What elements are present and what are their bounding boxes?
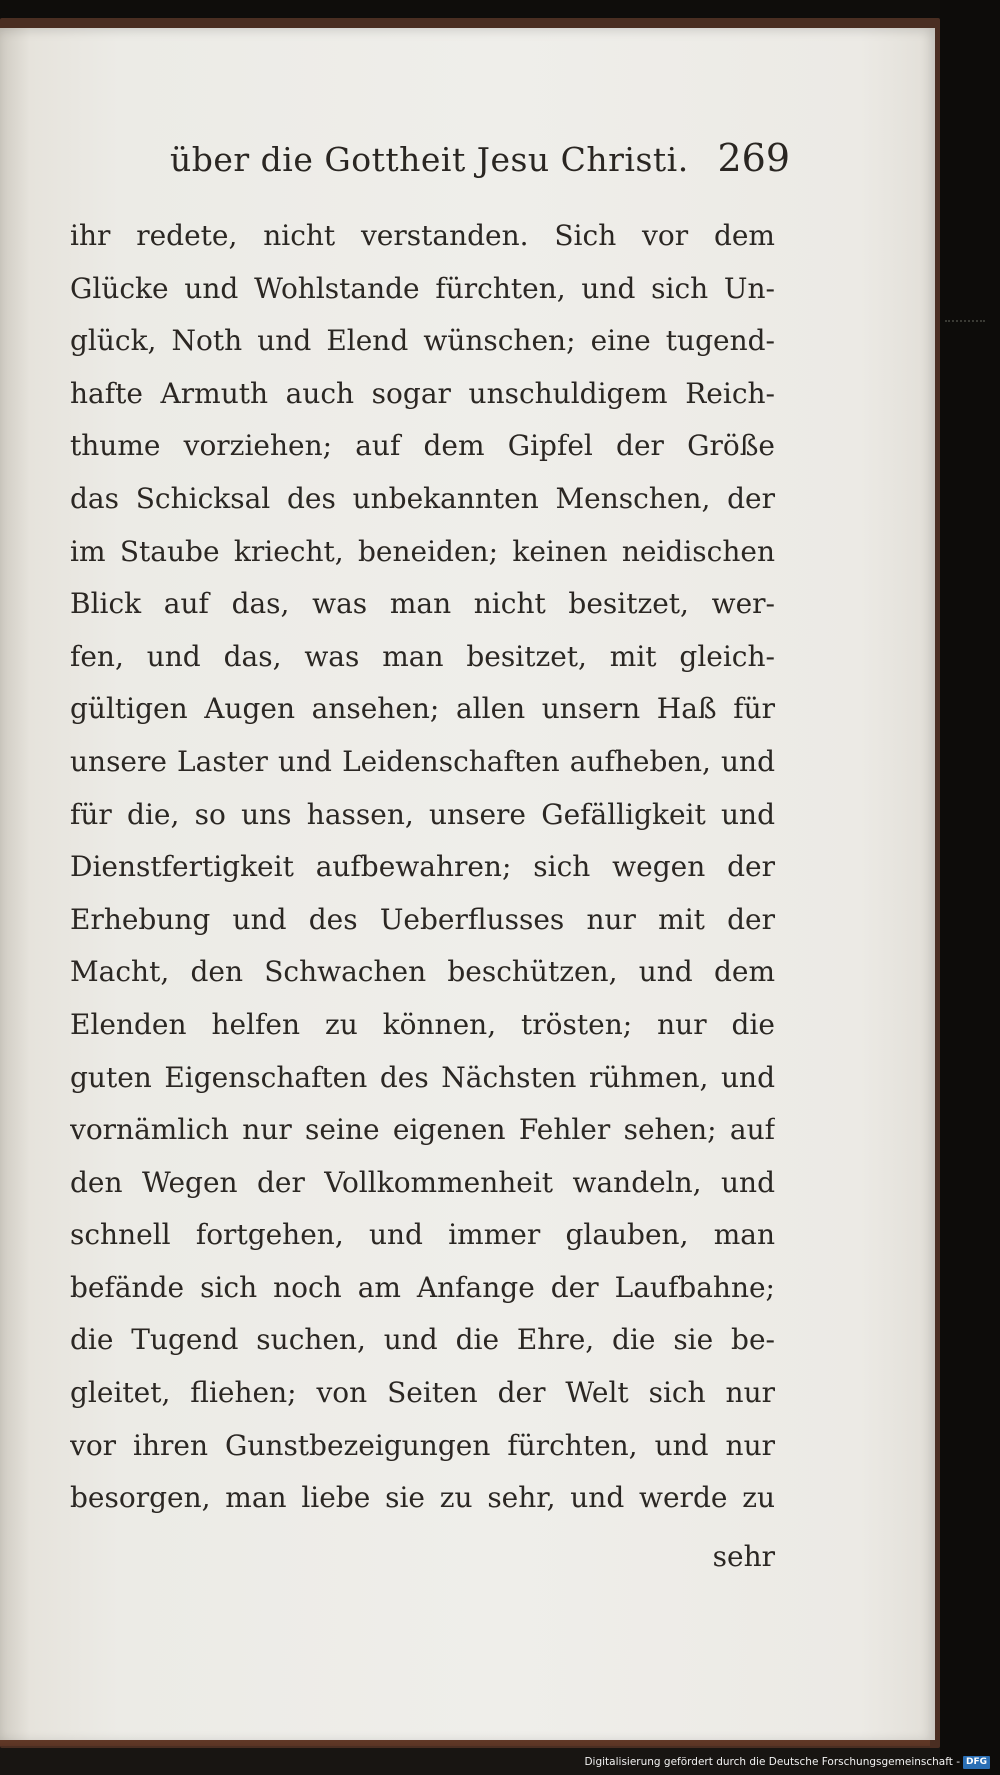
text-line: vornämlich nur seine eigenen Fehler sehen; auf xyxy=(70,1113,775,1147)
catchword: sehr xyxy=(712,1540,775,1573)
text-line: Blick auf das, was man nicht besitzet, wer- xyxy=(70,587,775,621)
dfg-logo-icon: DFG xyxy=(963,1756,990,1769)
text-line: Erhebung und des Ueberflusses nur mit der xyxy=(70,902,775,936)
text-line: Dienstfertigkeit aufbewahren; sich wegen der xyxy=(70,850,775,884)
margin-mark xyxy=(945,320,985,326)
text-line: glück, Noth und Elend wünschen; eine tugend- xyxy=(70,324,775,358)
text-line: gleitet, fliehen; von Seiten der Welt sich nur xyxy=(70,1376,775,1410)
text-line: fen, und das, was man besitzet, mit gleich- xyxy=(70,639,775,673)
text-line: den Wegen der Vollkommenheit wandeln, und xyxy=(70,1165,775,1199)
text-line: das Schicksal des unbekannten Menschen, der xyxy=(70,481,775,515)
text-line: Macht, den Schwachen beschützen, und dem xyxy=(70,955,775,989)
text-line: ihr redete, nicht verstanden. Sich vor dem xyxy=(70,219,775,252)
running-head: über die Gottheit Jesu Christi. xyxy=(170,140,689,179)
text-line: im Staube kriecht, beneiden; keinen neidischen xyxy=(70,534,775,568)
body-text xyxy=(70,210,775,1525)
text-line: thume vorziehen; auf dem Gipfel der Größe xyxy=(70,429,775,463)
text-line: hafte Armuth auch sogar unschuldigem Reich- xyxy=(70,376,775,410)
digitization-credit xyxy=(560,1752,990,1772)
text-line: vor ihren Gunstbezeigungen fürchten, und nur xyxy=(70,1428,775,1462)
text-line: Elenden helfen zu können, trösten; nur die xyxy=(70,1007,775,1041)
text-line: für die, so uns hassen, unsere Gefälligkeit und xyxy=(70,797,775,831)
scanner-bed-right xyxy=(940,0,1000,1775)
text-line: besorgen, man liebe sie zu sehr, und werde zu xyxy=(70,1481,775,1515)
text-line: befände sich noch am Anfange der Laufbahne; xyxy=(70,1270,775,1304)
text-line: unsere Laster und Leidenschaften aufheben, und xyxy=(70,744,775,778)
page-number: 269 xyxy=(717,136,790,180)
credit-text: Digitalisierung gefördert durch die Deutsche Forschungsgemeinschaft - xyxy=(584,1756,960,1768)
text-line: Glücke und Wohlstande fürchten, und sich Un- xyxy=(70,271,775,305)
text-line: schnell fortgehen, und immer glauben, man xyxy=(70,1218,775,1252)
text-line: gültigen Augen ansehen; allen unsern Haß für xyxy=(70,692,775,726)
text-line: die Tugend suchen, und die Ehre, die sie be- xyxy=(70,1323,775,1357)
text-line: guten Eigenschaften des Nächsten rühmen, und xyxy=(70,1060,775,1094)
